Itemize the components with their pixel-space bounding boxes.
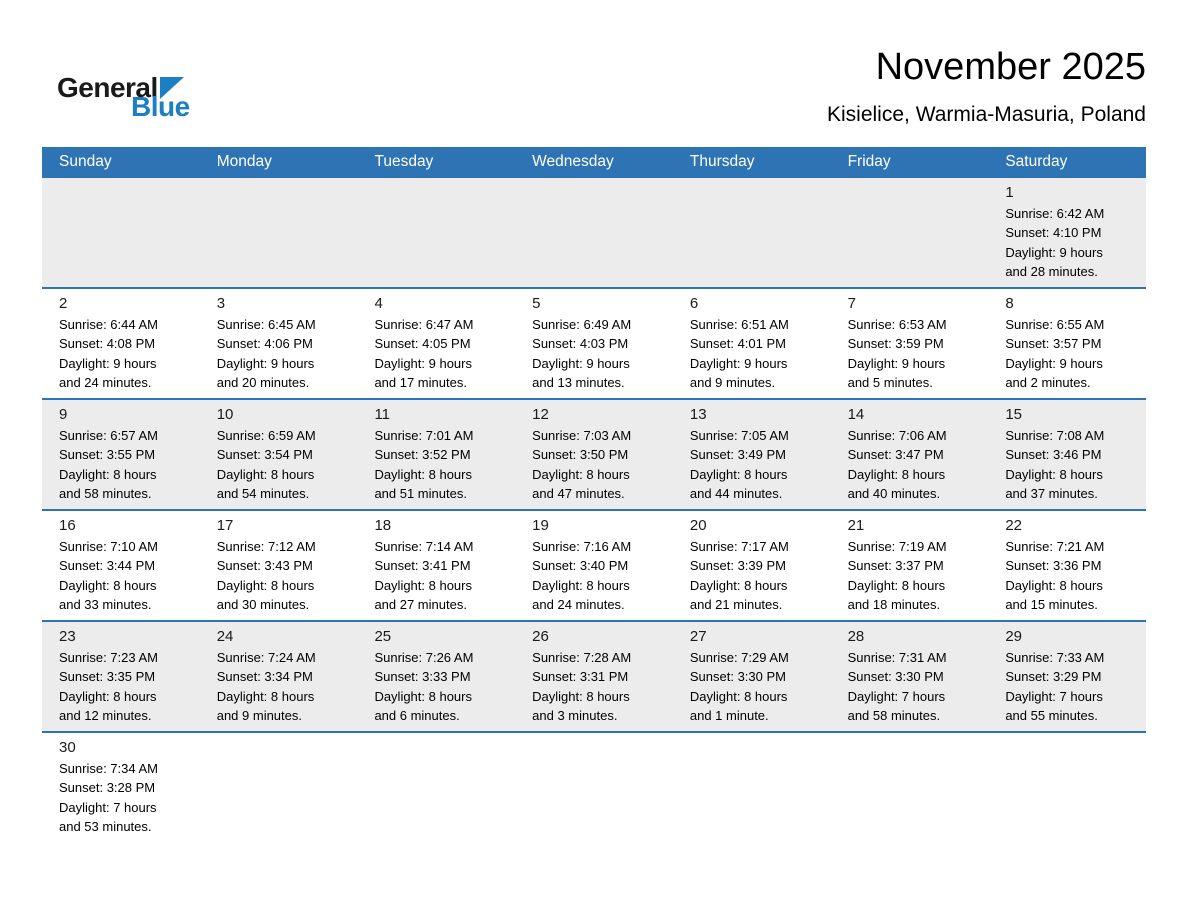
day-number: 9	[59, 405, 68, 423]
day-number: 4	[374, 294, 383, 312]
calendar	[42, 147, 1146, 842]
sunset-text: Sunset: 4:05 PM	[374, 336, 471, 352]
daylight-text-line1: Daylight: 8 hours	[1005, 466, 1103, 482]
empty-day-cell	[200, 733, 358, 842]
sunset-text: Sunset: 3:47 PM	[847, 447, 944, 463]
sunset-text: Sunset: 3:29 PM	[1005, 669, 1102, 685]
daylight-text-line2: and 53 minutes.	[59, 819, 152, 835]
logo-text-general: General	[57, 72, 158, 103]
day-cell	[831, 511, 989, 620]
daylight-text-line1: Daylight: 8 hours	[1005, 577, 1103, 593]
daylight-text-line1: Daylight: 9 hours	[532, 355, 630, 371]
empty-day-cell	[831, 178, 989, 287]
week-row	[42, 731, 1146, 842]
sunset-text: Sunset: 3:43 PM	[216, 558, 313, 574]
daylight-text-line2: and 9 minutes.	[216, 708, 302, 724]
page-subtitle: Kisielice, Warmia-Masuria, Poland	[827, 102, 1146, 126]
sunset-text: Sunset: 3:50 PM	[532, 447, 629, 463]
general-blue-logo	[57, 74, 190, 121]
daylight-text-line2: and 44 minutes.	[689, 486, 783, 502]
sunrise-text: Sunrise: 6:51 AM	[689, 316, 789, 332]
day-number: 23	[59, 627, 76, 645]
sunrise-text: Sunrise: 7:21 AM	[1005, 538, 1105, 554]
daylight-text-line2: and 3 minutes.	[532, 708, 618, 724]
day-number: 20	[689, 516, 707, 534]
empty-day-cell	[515, 178, 673, 287]
day-number: 2	[59, 294, 68, 312]
empty-day-cell	[673, 178, 831, 287]
daylight-text-line1: Daylight: 9 hours	[1005, 244, 1103, 260]
day-number: 17	[216, 516, 234, 534]
daylight-text-line1: Daylight: 9 hours	[216, 355, 315, 371]
weekday-header: Sunday	[59, 152, 112, 170]
daylight-text-line1: Daylight: 8 hours	[532, 688, 630, 704]
day-cell	[200, 400, 358, 509]
sunrise-text: Sunrise: 7:14 AM	[374, 538, 474, 554]
sunrise-text: Sunrise: 7:26 AM	[374, 649, 474, 665]
daylight-text-line1: Daylight: 7 hours	[1005, 688, 1103, 704]
day-cell	[42, 511, 200, 620]
sunset-text: Sunset: 3:54 PM	[216, 447, 313, 463]
sunrise-text: Sunrise: 6:45 AM	[216, 316, 316, 332]
daylight-text-line2: and 47 minutes.	[532, 486, 625, 502]
empty-day-cell	[42, 178, 200, 287]
day-number: 30	[59, 738, 76, 756]
daylight-text-line1: Daylight: 9 hours	[1005, 355, 1103, 371]
sunrise-text: Sunrise: 7:33 AM	[1005, 649, 1105, 665]
day-cell	[200, 622, 358, 731]
sunset-text: Sunset: 3:30 PM	[689, 669, 786, 685]
calendar-grid	[42, 178, 1146, 842]
day-number: 12	[532, 405, 549, 423]
day-cell	[988, 400, 1146, 509]
sunset-text: Sunset: 3:52 PM	[374, 447, 471, 463]
day-number: 26	[532, 627, 549, 645]
sunrise-text: Sunrise: 7:23 AM	[59, 649, 158, 665]
page-header	[42, 0, 1146, 147]
sunrise-text: Sunrise: 6:49 AM	[532, 316, 632, 332]
daylight-text-line2: and 13 minutes.	[532, 375, 625, 391]
daylight-text-line2: and 2 minutes.	[1005, 375, 1091, 391]
daylight-text-line2: and 58 minutes.	[59, 486, 152, 502]
daylight-text-line1: Daylight: 8 hours	[374, 688, 472, 704]
day-cell	[357, 400, 515, 509]
sunset-text: Sunset: 3:30 PM	[847, 669, 944, 685]
sunset-text: Sunset: 3:57 PM	[1005, 336, 1102, 352]
day-number: 6	[689, 294, 699, 312]
daylight-text-line1: Daylight: 8 hours	[689, 688, 788, 704]
daylight-text-line1: Daylight: 7 hours	[59, 799, 157, 815]
sunrise-text: Sunrise: 7:19 AM	[847, 538, 947, 554]
sunset-text: Sunset: 3:39 PM	[689, 558, 786, 574]
day-cell	[357, 622, 515, 731]
sunrise-text: Sunrise: 7:17 AM	[689, 538, 789, 554]
daylight-text-line1: Daylight: 8 hours	[689, 577, 788, 593]
sunrise-text: Sunrise: 7:03 AM	[532, 427, 632, 443]
day-number: 7	[847, 294, 856, 312]
day-cell	[988, 511, 1146, 620]
day-number: 25	[374, 627, 392, 645]
sunrise-text: Sunrise: 6:59 AM	[216, 427, 316, 443]
sunset-text: Sunset: 3:46 PM	[1005, 447, 1102, 463]
day-number: 24	[216, 627, 234, 645]
day-cell	[673, 289, 831, 398]
empty-day-cell	[673, 733, 831, 842]
daylight-text-line1: Daylight: 8 hours	[216, 577, 315, 593]
daylight-text-line1: Daylight: 8 hours	[847, 577, 946, 593]
week-row	[42, 178, 1146, 287]
sunrise-text: Sunrise: 6:42 AM	[1005, 205, 1105, 221]
empty-day-cell	[988, 733, 1146, 842]
day-number: 22	[1005, 516, 1022, 534]
day-cell	[515, 622, 673, 731]
daylight-text-line1: Daylight: 7 hours	[847, 688, 946, 704]
page-title: November 2025	[875, 46, 1146, 88]
sunset-text: Sunset: 3:40 PM	[532, 558, 629, 574]
daylight-text-line2: and 1 minute.	[689, 708, 769, 724]
daylight-text-line1: Daylight: 8 hours	[59, 577, 157, 593]
day-cell	[357, 289, 515, 398]
weekday-header: Tuesday	[374, 152, 434, 170]
day-number: 29	[1005, 627, 1022, 645]
week-row	[42, 287, 1146, 398]
day-cell	[673, 622, 831, 731]
sunrise-text: Sunrise: 7:31 AM	[847, 649, 947, 665]
sunrise-text: Sunrise: 6:53 AM	[847, 316, 947, 332]
daylight-text-line2: and 58 minutes.	[847, 708, 941, 724]
daylight-text-line2: and 15 minutes.	[1005, 597, 1098, 613]
sunrise-text: Sunrise: 7:05 AM	[689, 427, 789, 443]
day-number: 10	[216, 405, 234, 423]
day-number: 13	[689, 405, 707, 423]
day-cell	[357, 511, 515, 620]
sunset-text: Sunset: 3:41 PM	[374, 558, 471, 574]
empty-day-cell	[357, 178, 515, 287]
day-number: 11	[374, 405, 391, 423]
sunset-text: Sunset: 3:34 PM	[216, 669, 313, 685]
daylight-text-line2: and 6 minutes.	[374, 708, 460, 724]
sunrise-text: Sunrise: 7:28 AM	[532, 649, 632, 665]
daylight-text-line2: and 24 minutes.	[532, 597, 625, 613]
daylight-text-line2: and 20 minutes.	[216, 375, 310, 391]
daylight-text-line1: Daylight: 8 hours	[216, 466, 315, 482]
sunset-text: Sunset: 3:31 PM	[532, 669, 629, 685]
sunset-text: Sunset: 3:35 PM	[59, 669, 156, 685]
day-cell	[831, 622, 989, 731]
day-number: 1	[1005, 183, 1014, 201]
daylight-text-line2: and 51 minutes.	[374, 486, 467, 502]
sunrise-text: Sunrise: 7:34 AM	[59, 760, 158, 776]
sunset-text: Sunset: 3:37 PM	[847, 558, 944, 574]
sunrise-text: Sunrise: 7:29 AM	[689, 649, 789, 665]
daylight-text-line2: and 55 minutes.	[1005, 708, 1098, 724]
daylight-text-line2: and 30 minutes.	[216, 597, 310, 613]
day-number: 3	[216, 294, 226, 312]
sunset-text: Sunset: 4:03 PM	[532, 336, 629, 352]
daylight-text-line2: and 12 minutes.	[59, 708, 152, 724]
daylight-text-line1: Daylight: 8 hours	[532, 577, 630, 593]
day-cell	[673, 400, 831, 509]
sunset-text: Sunset: 4:10 PM	[1005, 225, 1102, 241]
logo-text-blue: Blue	[131, 91, 190, 122]
day-number: 27	[689, 627, 707, 645]
sunrise-text: Sunrise: 6:55 AM	[1005, 316, 1105, 332]
weekday-header: Friday	[847, 152, 891, 170]
day-cell	[200, 289, 358, 398]
sunrise-text: Sunrise: 7:10 AM	[59, 538, 158, 554]
sunset-text: Sunset: 4:06 PM	[216, 336, 313, 352]
sunrise-text: Sunrise: 6:47 AM	[374, 316, 474, 332]
day-number: 8	[1005, 294, 1014, 312]
sunrise-text: Sunrise: 7:24 AM	[216, 649, 316, 665]
sunset-text: Sunset: 3:59 PM	[847, 336, 944, 352]
day-cell	[988, 178, 1146, 287]
sunrise-text: Sunrise: 7:16 AM	[532, 538, 632, 554]
day-cell	[515, 289, 673, 398]
sunset-text: Sunset: 3:44 PM	[59, 558, 156, 574]
week-row	[42, 398, 1146, 509]
weekday-header: Saturday	[1005, 152, 1068, 170]
daylight-text-line2: and 9 minutes.	[689, 375, 776, 391]
daylight-text-line2: and 40 minutes.	[847, 486, 941, 502]
day-number: 15	[1005, 405, 1022, 423]
daylight-text-line1: Daylight: 8 hours	[374, 577, 472, 593]
daylight-text-line1: Daylight: 8 hours	[847, 466, 946, 482]
daylight-text-line2: and 21 minutes.	[689, 597, 783, 613]
day-cell	[515, 400, 673, 509]
weekday-header-row	[42, 147, 1146, 178]
sunset-text: Sunset: 3:55 PM	[59, 447, 156, 463]
day-number: 18	[374, 516, 392, 534]
day-cell	[988, 622, 1146, 731]
daylight-text-line1: Daylight: 9 hours	[374, 355, 472, 371]
title-block	[827, 46, 1146, 127]
sunset-text: Sunset: 3:28 PM	[59, 780, 156, 796]
weekday-header: Monday	[216, 152, 272, 170]
day-cell	[42, 622, 200, 731]
day-cell	[831, 400, 989, 509]
weekday-header: Thursday	[689, 152, 755, 170]
daylight-text-line2: and 28 minutes.	[1005, 264, 1098, 280]
daylight-text-line1: Daylight: 8 hours	[532, 466, 630, 482]
week-row	[42, 509, 1146, 620]
day-number: 16	[59, 516, 76, 534]
sunrise-text: Sunrise: 7:01 AM	[374, 427, 474, 443]
week-row	[42, 620, 1146, 731]
day-number: 28	[847, 627, 865, 645]
day-cell	[515, 511, 673, 620]
sunrise-text: Sunrise: 7:06 AM	[847, 427, 947, 443]
daylight-text-line2: and 5 minutes.	[847, 375, 933, 391]
daylight-text-line1: Daylight: 9 hours	[847, 355, 946, 371]
daylight-text-line2: and 37 minutes.	[1005, 486, 1098, 502]
day-cell	[200, 511, 358, 620]
daylight-text-line2: and 17 minutes.	[374, 375, 467, 391]
sunrise-text: Sunrise: 7:08 AM	[1005, 427, 1105, 443]
empty-day-cell	[357, 733, 515, 842]
sunset-text: Sunset: 3:36 PM	[1005, 558, 1102, 574]
day-cell	[42, 400, 200, 509]
sunset-text: Sunset: 4:01 PM	[689, 336, 786, 352]
day-cell	[988, 289, 1146, 398]
daylight-text-line1: Daylight: 8 hours	[216, 688, 315, 704]
day-number: 5	[532, 294, 541, 312]
weekday-header: Wednesday	[532, 152, 614, 170]
daylight-text-line1: Daylight: 9 hours	[689, 355, 788, 371]
day-number: 19	[532, 516, 549, 534]
day-cell	[831, 289, 989, 398]
daylight-text-line2: and 27 minutes.	[374, 597, 467, 613]
sunset-text: Sunset: 3:33 PM	[374, 669, 471, 685]
day-cell	[42, 733, 200, 842]
sunset-text: Sunset: 4:08 PM	[59, 336, 156, 352]
daylight-text-line1: Daylight: 9 hours	[59, 355, 157, 371]
empty-day-cell	[200, 178, 358, 287]
daylight-text-line2: and 33 minutes.	[59, 597, 152, 613]
day-cell	[42, 289, 200, 398]
daylight-text-line2: and 24 minutes.	[59, 375, 152, 391]
empty-day-cell	[515, 733, 673, 842]
sunset-text: Sunset: 3:49 PM	[689, 447, 786, 463]
daylight-text-line2: and 18 minutes.	[847, 597, 941, 613]
day-number: 14	[847, 405, 865, 423]
sunrise-text: Sunrise: 7:12 AM	[216, 538, 316, 554]
daylight-text-line1: Daylight: 8 hours	[374, 466, 472, 482]
daylight-text-line1: Daylight: 8 hours	[59, 688, 157, 704]
daylight-text-line2: and 54 minutes.	[216, 486, 310, 502]
empty-day-cell	[831, 733, 989, 842]
day-cell	[673, 511, 831, 620]
sunrise-text: Sunrise: 6:57 AM	[59, 427, 158, 443]
sunrise-text: Sunrise: 6:44 AM	[59, 316, 158, 332]
daylight-text-line1: Daylight: 8 hours	[689, 466, 788, 482]
day-number: 21	[847, 516, 865, 534]
daylight-text-line1: Daylight: 8 hours	[59, 466, 157, 482]
